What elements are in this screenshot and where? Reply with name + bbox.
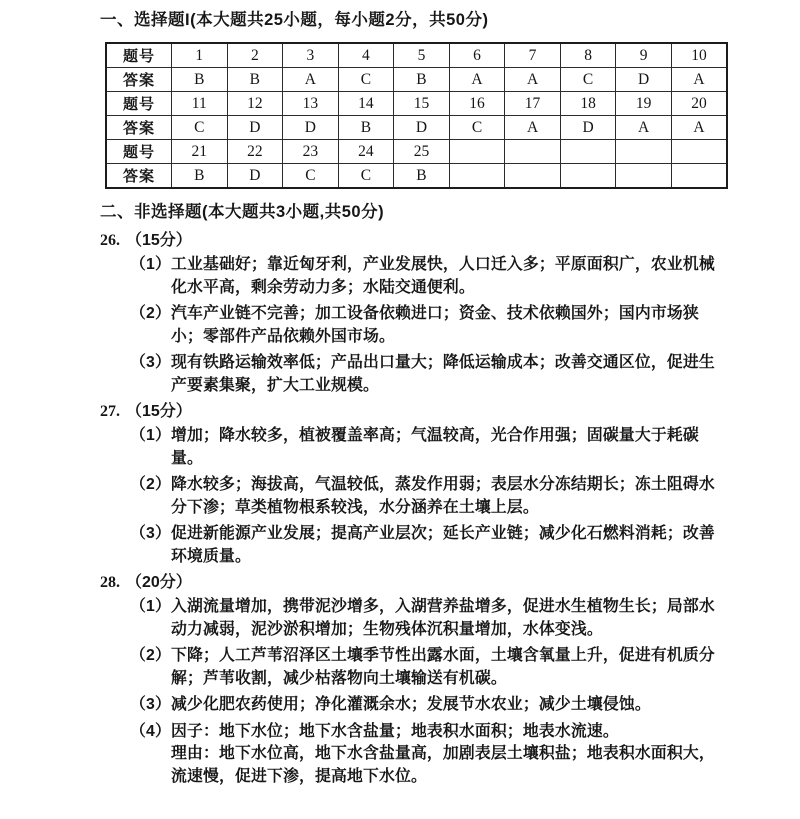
answer-cell: A [671, 68, 727, 92]
question-number-cell [616, 140, 672, 164]
question-number-cell: 5 [394, 43, 450, 68]
answer-cell: A [283, 68, 339, 92]
answer-cell: A [616, 116, 672, 140]
question-number-cell: 18 [560, 92, 616, 116]
table-row [106, 116, 727, 140]
answer-item-label: （2） [130, 476, 171, 493]
answer-item-label: （1） [130, 427, 171, 444]
answer-cell: D [394, 116, 450, 140]
question-score: （15分） [126, 403, 192, 420]
answer-cell: C [449, 116, 505, 140]
question-number-cell [560, 140, 616, 164]
question-number-cell: 1 [172, 43, 228, 68]
answer-cell: D [227, 116, 283, 140]
section1-title: 一、选择题I(本大题共25小题，每小题2分，共50分) [100, 11, 489, 29]
answer-paragraph: 因子：地下水位；地下水含盐量；地表积水面积；地表水流速。 [170, 722, 619, 740]
row-label-cell: 答案 [106, 164, 172, 189]
answer-cell: C [172, 116, 228, 140]
answer-item-text [171, 721, 730, 789]
answer-item-text [171, 596, 730, 641]
answer-paragraph: 增加；降水较多，植被覆盖率高；气温较高，光合作用强；固碳量大于耗碳量。 [170, 427, 699, 467]
answer-cell [449, 164, 505, 189]
answer-item [130, 645, 730, 690]
answer-cell: B [394, 68, 450, 92]
question-number-cell: 4 [338, 43, 394, 68]
answer-item-label: （3） [130, 525, 171, 542]
answer-item-text [171, 254, 730, 299]
answer-cell: C [283, 164, 339, 189]
answer-paragraph: 现有铁路运输效率低；产品出口量大；降低运输成本；改善交通区位，促进生产要素集聚，扩大工业规模。 [170, 354, 715, 394]
answer-item [130, 254, 730, 299]
row-label-cell: 题号 [106, 43, 172, 68]
question-number-cell: 23 [283, 140, 339, 164]
question-number-cell: 15 [394, 92, 450, 116]
answer-cell: D [227, 164, 283, 189]
answer-item-label: （1） [130, 256, 171, 273]
question-block [100, 230, 730, 397]
answer-cell [671, 164, 727, 189]
question-number-cell: 7 [505, 43, 561, 68]
question-heading [100, 572, 730, 594]
question-number-cell: 10 [671, 43, 727, 68]
answer-table-body [106, 43, 727, 188]
answer-item [130, 303, 730, 348]
question-heading [100, 401, 730, 423]
question-number-cell [449, 140, 505, 164]
answer-cell: B [338, 116, 394, 140]
question-number-cell: 19 [616, 92, 672, 116]
question-number-cell: 22 [227, 140, 283, 164]
answer-cell [505, 164, 561, 189]
table-row [106, 68, 727, 92]
row-label-cell: 答案 [106, 68, 172, 92]
table-row [106, 43, 727, 68]
question-number: 27. [100, 403, 120, 420]
answer-item-text [171, 474, 730, 519]
answer-item-text [171, 694, 730, 717]
answer-item [130, 352, 730, 397]
question-heading [100, 230, 730, 252]
question-number-cell: 6 [449, 43, 505, 68]
answer-paragraph: 工业基础好；靠近匈牙利，产业发展快，人口迁入多；平原面积广，农业机械化水平高，剩余劳动力多；水陆交通便利。 [170, 256, 715, 296]
question-number-cell: 14 [338, 92, 394, 116]
table-row [106, 140, 727, 164]
answer-item-label: （2） [130, 305, 171, 322]
question-number-cell: 25 [394, 140, 450, 164]
answer-cell: A [505, 116, 561, 140]
section2-title: 二、非选择题(本大题共3小题,共50分) [100, 203, 385, 221]
question-number-cell: 11 [172, 92, 228, 116]
question-number-cell: 2 [227, 43, 283, 68]
answer-item-label: （1） [130, 598, 171, 615]
answer-paragraph: 促进新能源产业发展；提高产业层次；延长产业链；减少化石燃料消耗；改善环境质量。 [170, 525, 715, 565]
answer-item-label: （3） [130, 696, 171, 713]
question-number-cell: 17 [505, 92, 561, 116]
answer-paragraph: 汽车产业链不完善；加工设备依赖进口；资金、技术依赖国外；国内市场狭小；零部件产品依赖外国市场。 [170, 305, 699, 345]
answer-cell: B [172, 164, 228, 189]
question-number-cell: 24 [338, 140, 394, 164]
answer-cell [616, 164, 672, 189]
question-number: 26. [100, 232, 120, 249]
question-score: （20分） [126, 574, 192, 591]
question-number-cell [505, 140, 561, 164]
question-number-cell: 21 [172, 140, 228, 164]
answer-table [105, 42, 728, 189]
answer-item-text [171, 523, 730, 568]
answer-cell: A [449, 68, 505, 92]
question-number-cell: 12 [227, 92, 283, 116]
questions [100, 230, 730, 788]
answer-cell: C [338, 68, 394, 92]
row-label-cell: 题号 [106, 140, 172, 164]
answer-item-text [171, 352, 730, 397]
answer-item-label: （2） [130, 647, 171, 664]
answer-item [130, 523, 730, 568]
question-number-cell: 20 [671, 92, 727, 116]
table-row [106, 164, 727, 189]
question-number-cell: 16 [449, 92, 505, 116]
answer-cell: D [616, 68, 672, 92]
question-score: （15分） [126, 232, 192, 249]
answer-cell: B [394, 164, 450, 189]
row-label-cell: 题号 [106, 92, 172, 116]
answer-cell: A [671, 116, 727, 140]
answer-item-text [171, 425, 730, 470]
answer-item-label: （4） [130, 722, 171, 740]
answer-paragraph: 下降；人工芦苇沼泽区土壤季节性出露水面，土壤含氧量上升，促进有机质分解；芦苇收割，减少枯落物向土壤输送有机碳。 [170, 647, 715, 687]
answer-paragraph: 理由：地下水位高，地下水含盐量高，加剧表层土壤积盐；地表积水面积大，流速慢，促进下渗，提高地下水位。 [170, 745, 715, 785]
answer-cell: A [505, 68, 561, 92]
answer-paragraph: 降水较多；海拔高，气温较低，蒸发作用弱；表层水分冻结期长；冻土阻碍水分下渗；草类植物根系较浅，水分涵养在土壤上层。 [170, 476, 715, 516]
answer-cell: D [283, 116, 339, 140]
table-row [106, 92, 727, 116]
question-number-cell: 3 [283, 43, 339, 68]
answer-cell: B [227, 68, 283, 92]
answer-item-text [171, 303, 730, 348]
question-number-cell: 9 [616, 43, 672, 68]
answer-paragraph: 入湖流量增加，携带泥沙增多，入湖营养盐增多，促进水生植物生长；局部水动力减弱，泥沙淤积增加；生物残体沉积量增加，水体变浅。 [170, 598, 715, 638]
question-block [100, 401, 730, 568]
answer-item-text [171, 645, 730, 690]
answer-cell: D [560, 116, 616, 140]
question-number-cell [671, 140, 727, 164]
question-number-cell: 13 [283, 92, 339, 116]
answer-item [130, 694, 730, 717]
answer-cell: C [338, 164, 394, 189]
answer-item [130, 596, 730, 641]
question-number: 28. [100, 574, 120, 591]
question-number-cell: 8 [560, 43, 616, 68]
answer-item [130, 721, 730, 789]
answer-item [130, 474, 730, 519]
answer-item-label: （3） [130, 354, 171, 371]
answer-cell [560, 164, 616, 189]
answer-cell: C [560, 68, 616, 92]
answer-item [130, 425, 730, 470]
row-label-cell: 答案 [106, 116, 172, 140]
answer-cell: B [172, 68, 228, 92]
question-block [100, 572, 730, 788]
answer-paragraph: 减少化肥农药使用；净化灌溉余水；发展节水农业；减少土壤侵蚀。 [170, 696, 651, 713]
